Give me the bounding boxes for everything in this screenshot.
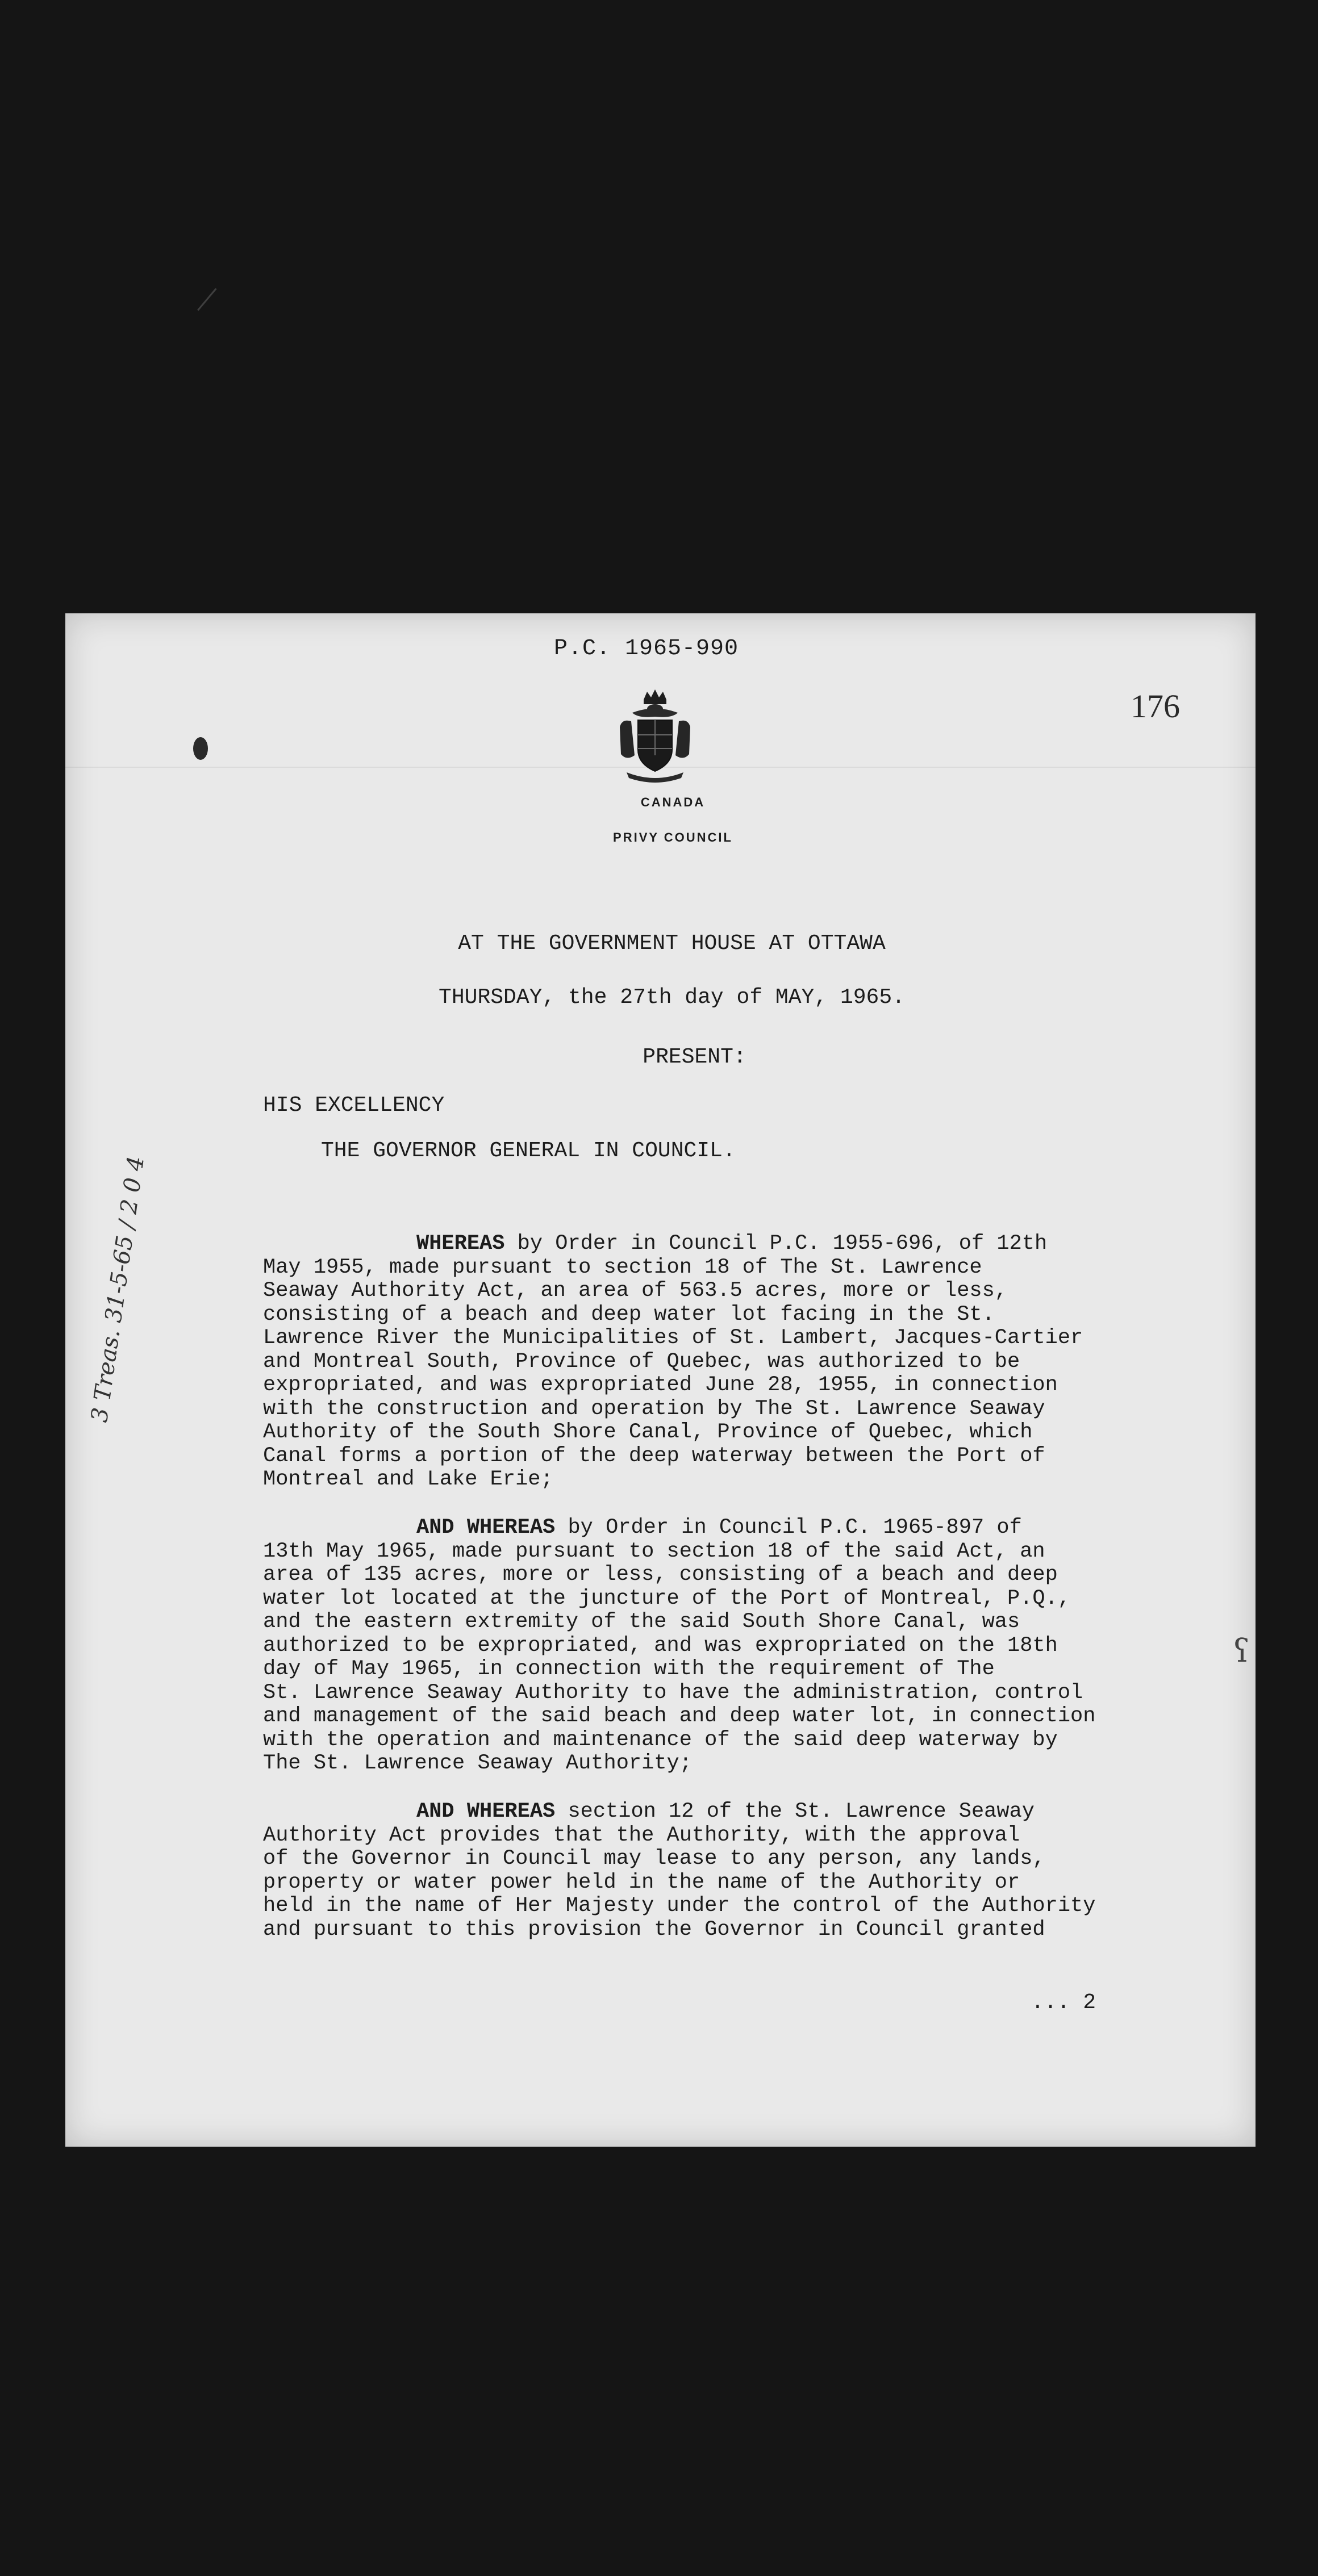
location-heading: AT THE GOVERNMENT HOUSE AT OTTAWA [458, 931, 886, 956]
paragraph-lead: AND WHEREAS [416, 1516, 556, 1540]
paragraph-text: by Order in Council P.C. 1965-897 of 13th May 1965, made pursuant to section 18 of the said Act, an area of 135 acres, more or less, consisting of a beach and deep water lot located at the juncture of the Port of Montreal, P.Q., and the eastern extremity of the said South Shore Canal, was authorized to be expropriated, and was expropriated on the 18th day of May 1965, in connection with the requirement of The St. Lawrence Seaway Authority to have the administration, control and management of the said beach and deep water lot, in connection with the operation and maintenance of the said deep waterway by The St. Lawrence Seaway Authority; [263, 1516, 1096, 1775]
scan-mark [197, 288, 227, 320]
paragraph-text: by Order in Council P.C. 1955-696, of 12th May 1955, made pursuant to section 18 of The St. Lawrence Seaway Authority Act, an area of 563.5 acres, more or less, consisting of a beach and deep water lot facing in the St. Lawrence River the Municipalities of St. Lambert, Jacques-Cartier and Montreal South, Province of Quebec, was authorized to be expropriated, and was expropriated June 28, 1955, in connection with the construction and operation by The St. Lawrence Seaway Authority of the South Shore Canal, Province of Quebec, which Canal forms a portion of the deep waterway between the Port of Montreal and Lake Erie; [263, 1232, 1083, 1491]
paragraph-whereas-3 [263, 1800, 1252, 1942]
present-heading: PRESENT: [643, 1045, 746, 1069]
hole-punch [193, 737, 208, 760]
margin-squiggle-mark: ʕ [1233, 1633, 1250, 1670]
paragraph-lead: WHEREAS [416, 1232, 505, 1256]
letterhead-office: PRIVY COUNCIL [613, 830, 733, 844]
handwritten-margin-note: 3 Treas. 31-5-65 / 2 0 4 [86, 1155, 150, 1424]
continuation-marker: ... 2 [1031, 1990, 1096, 2015]
governor-general-line: THE GOVERNOR GENERAL IN COUNCIL. [321, 1139, 736, 1163]
paragraph-whereas-1 [263, 1232, 1252, 1492]
his-excellency-line: HIS EXCELLENCY [263, 1093, 445, 1118]
coat-of-arms-icon [615, 687, 695, 784]
page-stamp: 176 [1131, 688, 1180, 725]
order-number: P.C. 1965-990 [554, 636, 739, 662]
paragraph-whereas-2 [263, 1516, 1252, 1776]
document-page [65, 613, 1256, 2147]
paragraph-text: section 12 of the St. Lawrence Seaway Authority Act provides that the Authority, with the approval of the Governor in Council may lease to any person, any lands, property or water power held in the name of the Authority or held in the name of Her Majesty under the control of the Authority and pursuant to this provision the Governor in Council granted [263, 1800, 1096, 1942]
date-line: THURSDAY, the 27th day of MAY, 1965. [439, 985, 905, 1010]
letterhead-country: CANADA [640, 795, 706, 809]
paragraph-lead: AND WHEREAS [416, 1800, 556, 1824]
